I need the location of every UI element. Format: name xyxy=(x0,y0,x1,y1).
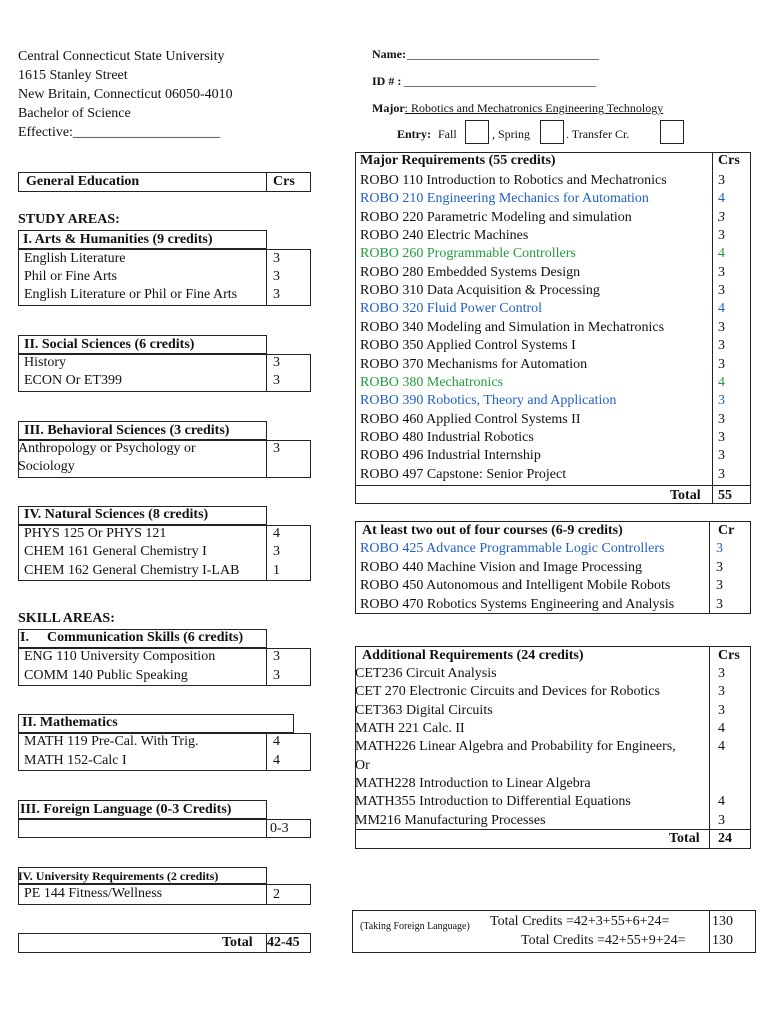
course-name: ROBO 470 Robotics Systems Engineering and Analysis xyxy=(360,596,675,612)
entry-fall-label: Fall xyxy=(438,127,457,141)
communication-heading-num: I. xyxy=(20,630,29,645)
total-credits-formula-1: Total Credits =42+3+55+6+24= xyxy=(490,914,670,929)
course-credits: 0-3 xyxy=(270,821,289,836)
course-credits: 3 xyxy=(718,666,725,681)
entry-label: Entry: xyxy=(397,127,431,141)
major-total-value: 55 xyxy=(718,488,732,503)
course-credits: 3 xyxy=(716,596,723,612)
course-credits: 3 xyxy=(273,649,280,664)
course-name: CHEM 161 General Chemistry I xyxy=(24,544,207,559)
skill-areas-heading: SKILL AREAS: xyxy=(18,611,115,626)
major-label: Major xyxy=(372,101,405,115)
entry-spring-checkbox[interactable] xyxy=(540,120,564,144)
course-credits: 3 xyxy=(273,668,280,683)
gen-ed-crs-heading: Crs xyxy=(273,174,295,189)
course-credits: 1 xyxy=(273,563,280,578)
course-name: PE 144 Fitness/Wellness xyxy=(24,886,163,901)
course-credits: 3 xyxy=(718,338,725,354)
course-name: ROBO 380 Mechatronics xyxy=(360,374,504,390)
course-name: ECON Or ET399 xyxy=(24,373,122,388)
course-name: ROBO 210 Engineering Mechanics for Automation xyxy=(360,191,649,207)
gen-ed-heading: General Education xyxy=(26,174,140,189)
course-name: MATH355 Introduction to Differential Equations xyxy=(355,794,631,810)
course-name: CET363 Digital Circuits xyxy=(355,702,493,718)
course-credits: 3 xyxy=(273,373,280,388)
course-credits: 3 xyxy=(718,173,725,188)
course-name: ROBO 497 Capstone: Senior Project xyxy=(360,466,567,482)
course-name: ROBO 320 Fluid Power Control xyxy=(360,301,543,317)
course-name: CET 270 Electronic Circuits and Devices for Robotics xyxy=(355,684,660,700)
course-credits: 3 xyxy=(718,393,725,409)
entry-spring-label: , Spring xyxy=(492,127,531,141)
entry-fall-checkbox[interactable] xyxy=(465,120,489,144)
course-credits: 3 xyxy=(273,355,280,370)
social-heading: II. Social Sciences (6 credits) xyxy=(24,337,195,352)
course-name: ROBO 390 Robotics, Theory and Application xyxy=(360,393,617,409)
course-name: ROBO 450 Autonomous and Intelligent Mobile Robots xyxy=(360,578,671,593)
course-credits: 4 xyxy=(273,734,280,749)
course-credits: 2 xyxy=(273,887,280,902)
major-req-crs-heading: Crs xyxy=(718,153,740,168)
course-name: ROBO 260 Programmable Controllers xyxy=(360,246,576,262)
course-credits: 4 xyxy=(718,301,725,317)
foreign-language-note: (Taking Foreign Language) xyxy=(360,921,470,932)
course-name: English Literature or Phil or Fine Arts xyxy=(24,287,238,302)
course-credits: 4 xyxy=(718,794,725,810)
name-label: Name: xyxy=(372,47,406,61)
course-name: COMM 140 Public Speaking xyxy=(24,668,188,683)
course-name: PHYS 125 Or PHYS 121 xyxy=(24,526,167,541)
course-credits: 3 xyxy=(718,209,725,225)
course-credits: 4 xyxy=(718,739,725,755)
course-credits: 4 xyxy=(718,246,725,262)
natural-heading: IV. Natural Sciences (8 credits) xyxy=(24,507,209,522)
course-name: ROBO 425 Advance Programmable Logic Controllers xyxy=(360,541,665,556)
course-name: ROBO 110 Introduction to Robotics and Mechatronics xyxy=(360,173,667,188)
course-credits: 3 xyxy=(273,269,280,284)
additional-req-heading: Additional Requirements (24 credits) xyxy=(362,648,584,663)
course-credits: 3 xyxy=(718,228,725,244)
course-credits: 3 xyxy=(718,356,725,372)
course-name: CHEM 162 General Chemistry I-LAB xyxy=(24,563,240,578)
course-credits: 4 xyxy=(273,753,280,768)
course-credits: 3 xyxy=(718,264,725,280)
foreign-heading: III. Foreign Language (0-3 Credits) xyxy=(20,802,232,817)
course-credits: 3 xyxy=(718,319,725,335)
course-name: MATH228 Introduction to Linear Algebra xyxy=(355,776,591,792)
gen-ed-total-label: Total xyxy=(222,935,253,950)
course-credits: 4 xyxy=(718,191,725,207)
gen-ed-total-value: 42-45 xyxy=(267,935,300,950)
course-credits: 4 xyxy=(718,721,725,737)
course-credits: 3 xyxy=(273,544,280,559)
course-credits: 3 xyxy=(716,559,723,575)
behavioral-heading: III. Behavioral Sciences (3 credits) xyxy=(24,423,230,438)
additional-total-value: 24 xyxy=(718,831,732,846)
city-address: New Britain, Connecticut 06050-4010 xyxy=(18,87,233,102)
major-value: : Robotics and Mechatronics Engineering Technology xyxy=(404,101,664,115)
course-credits: 3 xyxy=(273,251,280,266)
name-field[interactable]: ________________________________ xyxy=(407,47,599,61)
course-name: ROBO 496 Industrial Internship xyxy=(360,448,541,464)
course-credits: 3 xyxy=(718,411,725,427)
course-credits: 3 xyxy=(716,541,723,556)
course-name: CET236 Circuit Analysis xyxy=(355,666,497,681)
course-credits: 4 xyxy=(718,374,725,390)
university-name: Central Connecticut State University xyxy=(18,49,225,64)
course-name: ROBO 480 Industrial Robotics xyxy=(360,429,534,445)
course-credits: 3 xyxy=(718,429,725,445)
entry-transfer-checkbox[interactable] xyxy=(660,120,684,144)
course-name: English Literature xyxy=(24,251,126,266)
course-credits: 3 xyxy=(718,684,725,700)
course-credits: 3 xyxy=(718,283,725,299)
major-total-label: Total xyxy=(670,488,701,503)
total-credits-formula-2: Total Credits =42+55+9+24= xyxy=(521,933,686,948)
course-name: ROBO 310 Data Acquisition & Processing xyxy=(360,283,600,299)
id-field[interactable]: ________________________________ xyxy=(404,74,596,88)
electives-cr-heading: Cr xyxy=(718,523,735,538)
total-credits-value-2: 130 xyxy=(712,933,733,948)
course-name: MATH226 Linear Algebra and Probability for Engineers, xyxy=(355,739,676,755)
course-credits: 4 xyxy=(273,526,280,541)
course-credits: 3 xyxy=(718,448,725,464)
course-name: MATH 119 Pre-Cal. With Trig. xyxy=(24,734,199,749)
course-name: ROBO 280 Embedded Systems Design xyxy=(360,264,581,280)
electives-heading: At least two out of four courses (6-9 credits) xyxy=(362,523,623,538)
course-name: ROBO 460 Applied Control Systems II xyxy=(360,411,581,427)
course-name: ENG 110 University Composition xyxy=(24,649,216,664)
math-heading: II. Mathematics xyxy=(22,715,118,730)
course-name: ROBO 440 Machine Vision and Image Processing xyxy=(360,559,642,575)
course-name: MM216 Manufacturing Processes xyxy=(355,812,546,828)
course-name: MATH 221 Calc. II xyxy=(355,721,465,737)
course-name: Phil or Fine Arts xyxy=(24,269,117,284)
communication-heading: Communication Skills (6 credits) xyxy=(47,630,244,645)
major-line xyxy=(372,99,663,117)
effective-date-field[interactable]: Effective:_____________________ xyxy=(18,125,220,140)
street-address: 1615 Stanley Street xyxy=(18,68,128,83)
additional-total-label: Total xyxy=(669,831,700,846)
foreign-table xyxy=(18,819,311,838)
course-name: ROBO 340 Modeling and Simulation in Mechatronics xyxy=(360,319,665,335)
additional-req-crs-heading: Crs xyxy=(718,648,740,663)
course-name: ROBO 350 Applied Control Systems I xyxy=(360,338,576,354)
major-req-heading: Major Requirements (55 credits) xyxy=(360,153,556,168)
course-name: ROBO 370 Mechanisms for Automation xyxy=(360,356,588,372)
arts-heading: I. Arts & Humanities (9 credits) xyxy=(23,232,213,247)
study-areas-heading: STUDY AREAS: xyxy=(18,212,120,227)
course-name: ROBO 220 Parametric Modeling and simulation xyxy=(360,209,632,225)
course-credits: 3 xyxy=(273,287,280,302)
course-name: Anthropology or Psychology or xyxy=(18,441,196,456)
id-label: ID # : xyxy=(372,74,402,88)
university-req-heading: IV. University Requirements (2 credits) xyxy=(18,869,219,883)
course-credits: 3 xyxy=(716,578,723,593)
course-name: ROBO 240 Electric Machines xyxy=(360,228,529,244)
course-name-cont: Sociology xyxy=(18,459,75,474)
course-name: MATH 152-Calc I xyxy=(24,753,127,768)
course-name: Or xyxy=(355,757,370,773)
course-credits: 3 xyxy=(718,702,725,718)
entry-transfer-label: . Transfer Cr. xyxy=(566,127,630,141)
course-credits: 3 xyxy=(273,441,280,456)
degree-type: Bachelor of Science xyxy=(18,106,131,121)
course-credits: 3 xyxy=(718,812,725,828)
course-name: History xyxy=(24,355,66,370)
total-credits-value-1: 130 xyxy=(712,914,733,929)
course-credits: 3 xyxy=(718,466,725,482)
